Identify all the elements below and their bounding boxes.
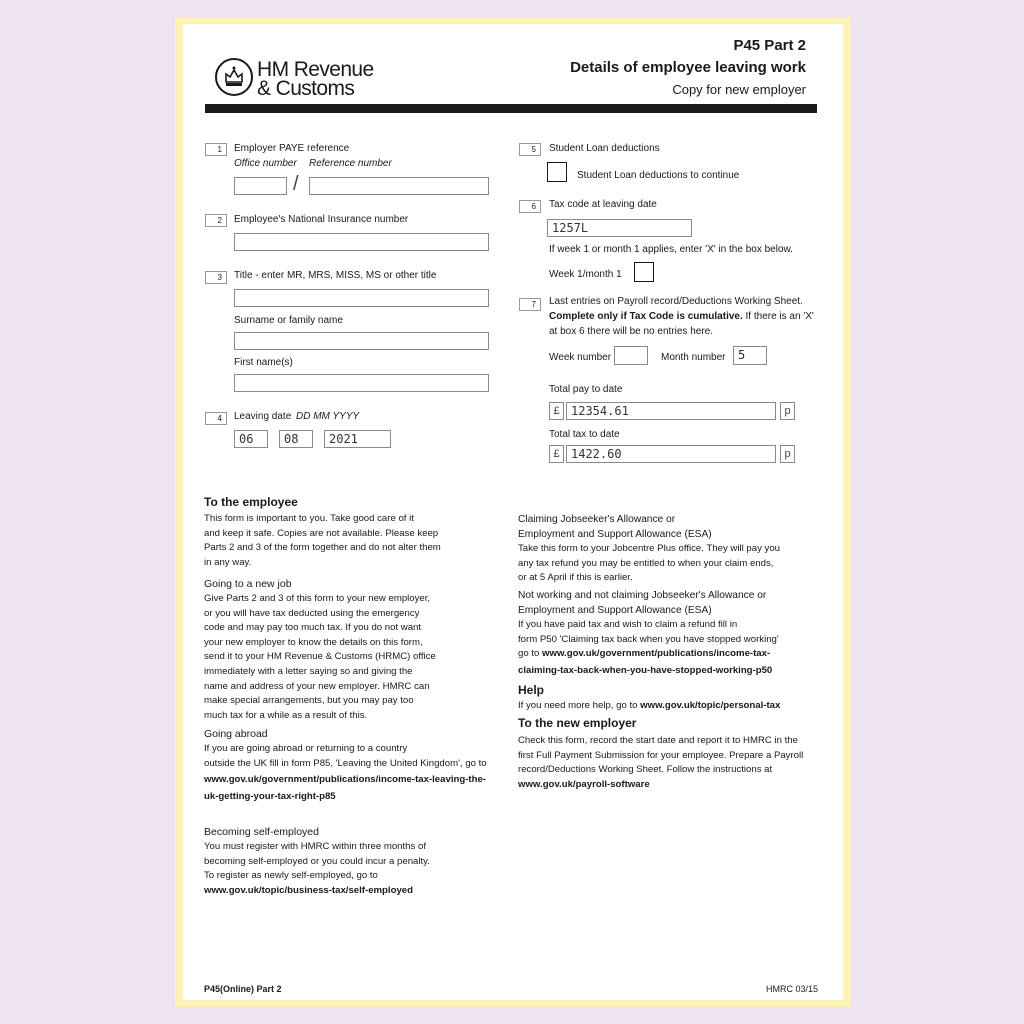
- new-job-text: [204, 592, 436, 723]
- self-emp-line: You must register with HMRC within three months of: [204, 841, 426, 852]
- reference-number-field[interactable]: [309, 177, 489, 195]
- claiming-text: [518, 542, 780, 586]
- last-entries-line-2: [549, 311, 814, 322]
- field-number-5: 5: [519, 143, 541, 156]
- abroad-link[interactable]: www.gov.uk/government/publications/income-tax-leaving-the-: [204, 774, 486, 786]
- month-number-label: Month number: [661, 352, 726, 363]
- field-number-3: 3: [205, 271, 227, 284]
- header-rule: [205, 104, 817, 113]
- abroad-link[interactable]: uk-getting-your-tax-right-p85: [204, 791, 336, 803]
- claim-line: any tax refund you may be entitled to when your claim ends,: [518, 557, 774, 569]
- to-employee-heading: To the employee: [204, 495, 298, 509]
- total-pay-label: Total pay to date: [549, 384, 623, 395]
- new-job-line: make special arrangements, but you may pay too: [204, 695, 414, 707]
- brand-line-1: HM Revenue: [257, 58, 374, 81]
- not-working-heading: [518, 589, 766, 618]
- not-working-heading-line: Employment and Support Allowance (ESA): [518, 604, 712, 616]
- new-employer-text: [518, 734, 803, 792]
- not-working-line: If you have paid tax and wish to claim a refund fill in: [518, 619, 738, 630]
- brand-line-2: & Customs: [257, 77, 355, 100]
- total-pay-pence: p: [780, 402, 795, 420]
- leaving-day-field[interactable]: 06: [234, 430, 268, 448]
- claim-heading-line: Claiming Jobseeker's Allowance or: [518, 514, 676, 525]
- claim-line: Take this form to your Jobcentre Plus office. They will pay you: [518, 543, 780, 554]
- ni-number-label: Employee's National Insurance number: [234, 214, 409, 225]
- total-tax-pound: £: [549, 445, 564, 463]
- reference-number-label: Reference number: [309, 158, 392, 169]
- footer-form-id: P45(Online) Part 2: [204, 984, 282, 994]
- help-line: If you need more help, go to: [518, 700, 641, 711]
- intro-line: in any way.: [204, 556, 252, 568]
- claiming-heading: [518, 513, 712, 542]
- new-job-line: immediately with a letter saying so and giving the: [204, 665, 413, 677]
- ni-number-field[interactable]: [234, 233, 489, 251]
- total-pay-field[interactable]: 12354.61: [566, 402, 776, 420]
- week1-hint: If week 1 or month 1 applies, enter 'X' in the box below.: [549, 244, 793, 255]
- p50-link[interactable]: claiming-tax-back-when-you-have-stopped-working-p50: [518, 664, 773, 676]
- intro-line: This form is important to you. Take good care of it: [204, 513, 414, 524]
- leaving-year-field[interactable]: 2021: [324, 430, 391, 448]
- claim-line: or at 5 April if this is earlier.: [518, 572, 633, 584]
- help-heading: Help: [518, 683, 545, 697]
- new-job-line: much tax for a while as a result of this.: [204, 709, 368, 721]
- p50-link[interactable]: www.gov.uk/government/publications/income-tax-: [542, 648, 771, 660]
- total-tax-label: Total tax to date: [549, 429, 620, 440]
- crown-logo-icon: [215, 58, 253, 96]
- surname-label: Surname or family name: [234, 315, 343, 326]
- leaving-month-field[interactable]: 08: [279, 430, 313, 448]
- total-tax-pence: p: [780, 445, 795, 463]
- abroad-line: outside the UK fill in form P85, 'Leaving the United Kingdom', go to: [204, 757, 487, 769]
- intro-line: Parts 2 and 3 of the form together and do not alter them: [204, 542, 441, 554]
- new-emp-line: first Full Payment Submission for your employee. Prepare a Payroll: [518, 749, 804, 761]
- new-job-line: send it to your HM Revenue & Customs (HRMC) office: [204, 651, 436, 663]
- help-text: [518, 699, 780, 714]
- new-job-heading: Going to a new job: [204, 578, 292, 590]
- total-pay-pound: £: [549, 402, 564, 420]
- student-loan-label: Student Loan deductions: [549, 143, 660, 154]
- office-number-field[interactable]: [234, 177, 287, 195]
- new-job-line: name and address of your new employer. HMRC can: [204, 680, 430, 692]
- week1-label: Week 1/month 1: [549, 269, 622, 280]
- first-name-label: First name(s): [234, 357, 293, 368]
- first-name-field[interactable]: [234, 374, 489, 392]
- new-employer-heading: To the new employer: [518, 716, 637, 730]
- hmrc-logo-text: [257, 60, 374, 98]
- student-loan-continue-label: Student Loan deductions to continue: [577, 170, 740, 181]
- new-emp-line: record/Deductions Working Sheet. Follow the instructions at: [518, 764, 773, 776]
- date-format-label: DD MM YYYY: [296, 411, 360, 422]
- self-emp-line: becoming self-employed or you could incur a penalty.: [204, 855, 430, 867]
- tax-code-label: Tax code at leaving date: [549, 199, 657, 210]
- payroll-software-link[interactable]: www.gov.uk/payroll-software: [518, 778, 650, 790]
- last-entries-line-1: Last entries on Payroll record/Deductions Working Sheet.: [549, 296, 803, 307]
- cumulative-note-rest: If there is an 'X': [742, 311, 814, 322]
- self-employed-text: [204, 840, 430, 898]
- week-number-label: Week number: [549, 352, 612, 363]
- new-job-line: or you will have tax deducted using the emergency: [204, 607, 420, 619]
- self-employed-link[interactable]: www.gov.uk/topic/business-tax/self-employed: [204, 884, 413, 896]
- total-tax-field[interactable]: 1422.60: [566, 445, 776, 463]
- surname-field[interactable]: [234, 332, 489, 350]
- not-working-line: go to: [518, 648, 543, 660]
- month-number-field[interactable]: 5: [733, 346, 767, 365]
- tax-code-field[interactable]: 1257L: [547, 219, 692, 237]
- employee-intro: [204, 512, 441, 570]
- self-employed-heading: Becoming self-employed: [204, 826, 319, 838]
- title-field[interactable]: [234, 289, 489, 307]
- abroad-text: [204, 742, 487, 805]
- new-job-line: Give Parts 2 and 3 of this form to your new employer,: [204, 593, 431, 604]
- abroad-line: If you are going abroad or returning to a country: [204, 743, 408, 754]
- last-entries-line-3: at box 6 there will be no entries here.: [549, 326, 713, 337]
- abroad-heading: Going abroad: [204, 728, 268, 740]
- week1-checkbox[interactable]: [634, 262, 654, 282]
- field-number-6: 6: [519, 200, 541, 213]
- field-number-7: 7: [519, 298, 541, 311]
- intro-line: and keep it safe. Copies are not available. Please keep: [204, 527, 439, 539]
- title-label: Title - enter MR, MRS, MISS, MS or other title: [234, 270, 437, 281]
- leaving-date-label: Leaving date: [234, 411, 292, 422]
- cumulative-note: Complete only if Tax Code is cumulative.: [549, 311, 743, 322]
- week-number-field[interactable]: [614, 346, 648, 365]
- personal-tax-link[interactable]: www.gov.uk/topic/personal-tax: [640, 700, 781, 711]
- new-job-line: code and may pay too much tax. If you do not want: [204, 622, 422, 634]
- not-working-text: [518, 618, 779, 679]
- field-number-4: 4: [205, 412, 227, 425]
- self-emp-line: To register as newly self-employed, go to: [204, 870, 378, 882]
- office-number-label: Office number: [234, 158, 297, 169]
- field-number-2: 2: [205, 214, 227, 227]
- paye-separator: /: [293, 173, 299, 195]
- new-emp-line: Check this form, record the start date and report it to HMRC in the: [518, 735, 798, 746]
- form-part: P45 Part 2: [733, 37, 806, 54]
- student-loan-checkbox[interactable]: [547, 162, 567, 182]
- paye-ref-label: Employer PAYE reference: [234, 143, 350, 154]
- form-title: Details of employee leaving work: [570, 59, 806, 76]
- footer-version: HMRC 03/15: [765, 984, 818, 994]
- not-working-heading-line: Not working and not claiming Jobseeker's Allowance or: [518, 590, 767, 601]
- copy-for-label: Copy for new employer: [672, 82, 806, 97]
- new-job-line: your new employer to know the details on this form,: [204, 636, 423, 648]
- not-working-line: form P50 'Claiming tax back when you have stopped working': [518, 633, 779, 645]
- field-number-1: 1: [205, 143, 227, 156]
- claim-heading-line: Employment and Support Allowance (ESA): [518, 528, 712, 540]
